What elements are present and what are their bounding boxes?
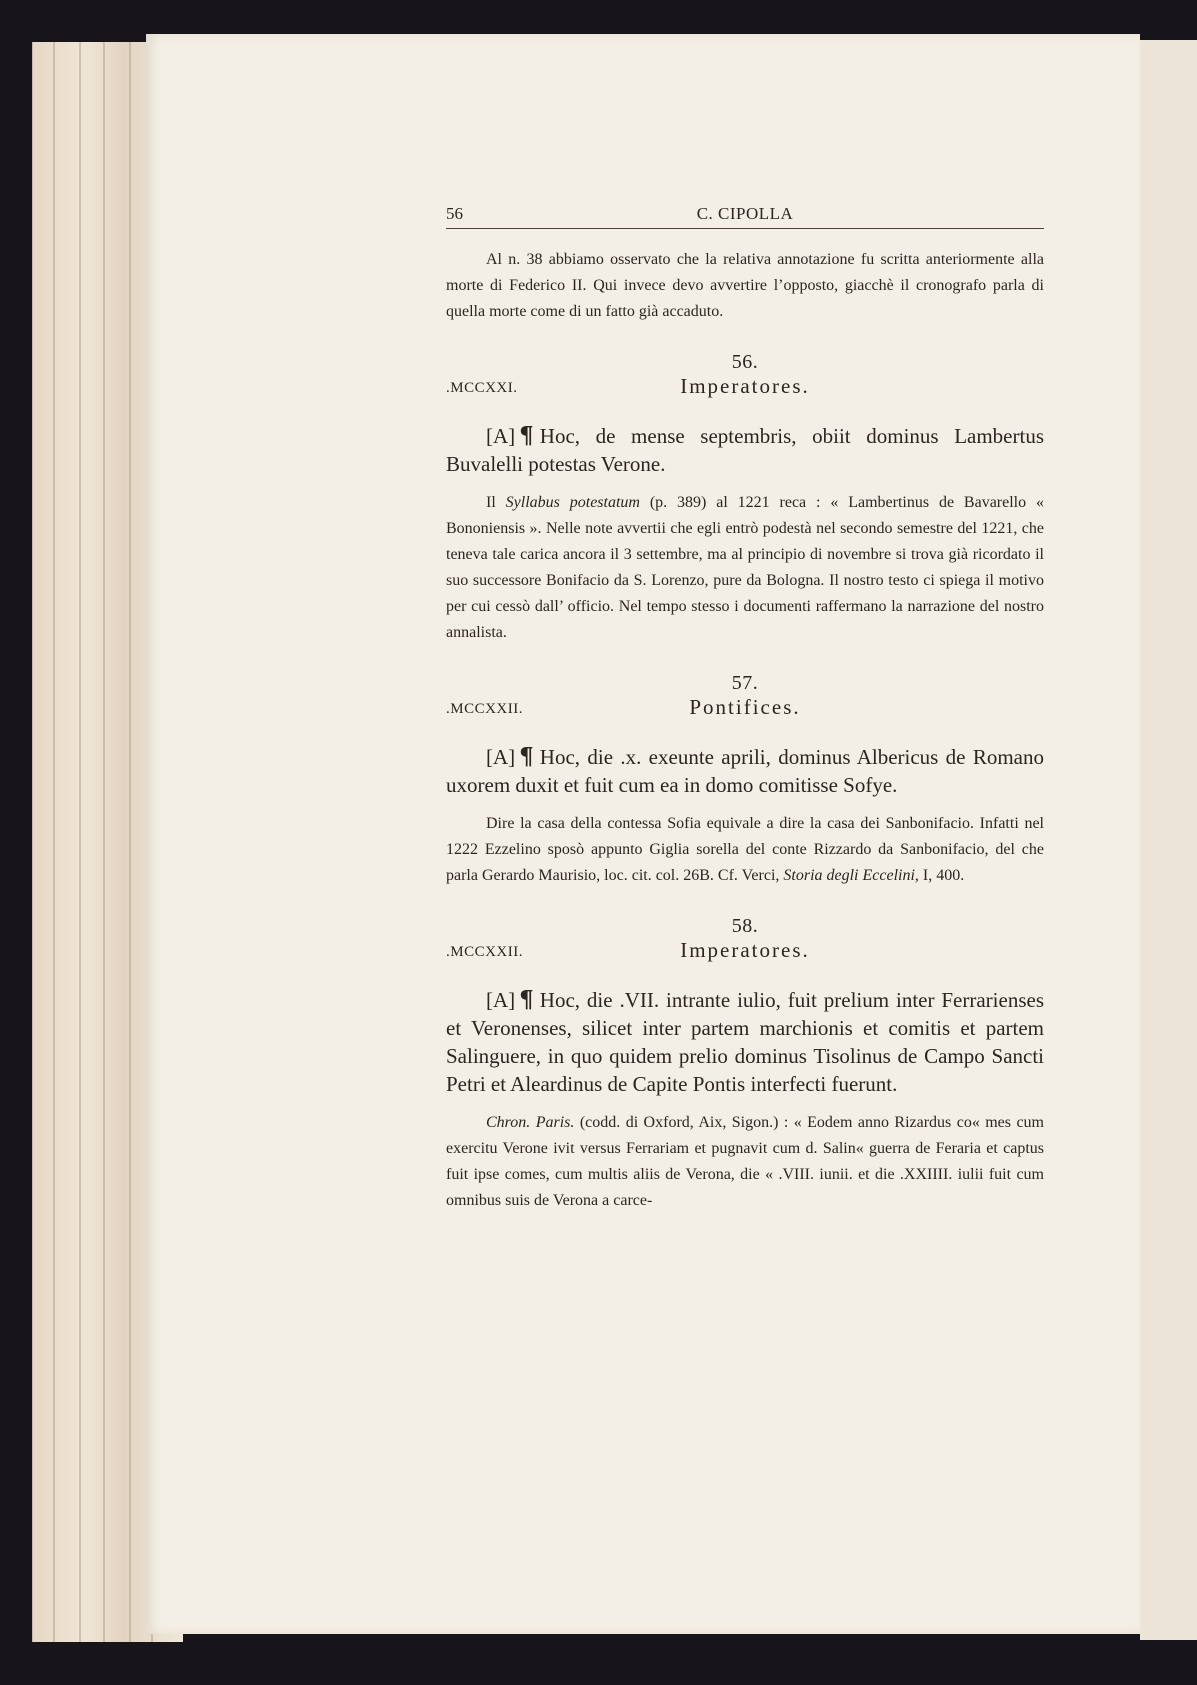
note-text: Il xyxy=(486,494,506,511)
entry-heading xyxy=(446,695,1044,725)
running-title: C. CIPOLLA xyxy=(696,204,794,223)
entry-rubric: Pontifices. xyxy=(689,695,801,719)
note-italic-title: Chron. Paris. xyxy=(486,1114,575,1131)
pilcrow-icon: ¶ xyxy=(519,986,534,1013)
page-content xyxy=(446,194,1044,1214)
entry-rubric: Imperatores. xyxy=(680,374,810,398)
pilcrow-icon: ¶ xyxy=(519,743,534,770)
entry-heading xyxy=(446,374,1044,404)
entry-number: 58. xyxy=(731,915,759,937)
note-text: Dire la casa della contessa Sofia equivale a dire la casa dei Sanbonifacio. Infatti nel 1222 Ezzelino sposò appunto Giglia sorella del conte Rizzardo da Sanbonifacio, del che parla Gerardo Maurisio, loc. cit. col. 26B. Cf. Verci, xyxy=(446,815,1044,884)
entry-year: .MCCXXI. xyxy=(446,380,518,396)
facing-page-edge xyxy=(1140,40,1197,1640)
annal-entry-text xyxy=(446,743,1044,799)
entry-year: .MCCXXII. xyxy=(446,701,524,717)
intro-paragraph: Al n. 38 abbiamo osservato che la relativa annotazione fu scritta anteriormente alla morte di Federico II. Qui invece devo avvertire l’opposto, giacchè il cronografo parla di quella morte come di un fatto già accaduto. xyxy=(446,251,1044,320)
commentary-note xyxy=(446,811,1044,889)
annal-entry-text xyxy=(446,986,1044,1098)
entry-heading xyxy=(446,938,1044,968)
entry-latin-text: Hoc, die .VII. intrante iulio, fuit prelium inter Ferrarienses et Veronenses, silicet inter partem marchionis et comitis et partem Salinguere, in quo quidem prelio dominus Tisolinus de Campo Sancti Petri et Aleardinus de Capite Pontis interfecti fuerunt. xyxy=(446,988,1044,1096)
source-siglum: [A] xyxy=(486,988,516,1012)
annal-entry-text xyxy=(446,422,1044,478)
pilcrow-icon: ¶ xyxy=(519,422,534,449)
commentary-note xyxy=(446,490,1044,646)
note-text: , I, 400. xyxy=(914,867,965,884)
commentary-note xyxy=(446,1110,1044,1214)
source-siglum: [A] xyxy=(486,424,516,448)
note-text: (codd. di Oxford, Aix, Sigon.) : « Eodem anno Rizardus co« mes cum exercitu Verone ivit versus Ferrariam et pugnavit cum d. Salin« guerra de Feraria et captus fuit ipse comes, cum multis aliis de Verona, die « .VIII. iunii. et die .XXIIII. iulii fuit cum omnibus suis de Verona a carce- xyxy=(446,1114,1044,1209)
entry-latin-text: Hoc, die .x. exeunte aprili, dominus Albericus de Romano uxorem duxit et fuit cum ea in domo comitisse Sofye. xyxy=(446,745,1044,797)
book-page xyxy=(146,34,1140,1634)
entry-year: .MCCXXII. xyxy=(446,944,524,960)
entry-rubric: Imperatores. xyxy=(680,938,810,962)
page-number: 56 xyxy=(446,204,463,223)
note-text: (p. 389) al 1221 reca : « Lambertinus de Bavarello « Bononiensis ». Nelle note avvertii che egli entrò podestà nel secondo semestre del 1221, che teneva tale carica ancora il 3 settembre, ma al principio di novembre si trova già ricordato il suo successore Bonifacio da S. Lorenzo, pure da Bologna. Il nostro testo ci spiega il motivo per cui cessò dall’ officio. Nel tempo stesso i documenti raffermano la narrazione del nostro annalista. xyxy=(446,494,1044,641)
entry-number: 57. xyxy=(731,672,759,694)
entry-latin-text: Hoc, de mense septembris, obiit dominus Lambertus Buvalelli potestas Verone. xyxy=(446,424,1044,476)
entry-number: 56. xyxy=(731,351,759,373)
source-siglum: [A] xyxy=(486,745,516,769)
note-italic-title: Syllabus potestatum xyxy=(505,494,640,511)
note-italic-title: Storia degli Eccelini xyxy=(783,867,915,884)
running-head xyxy=(446,194,1044,229)
